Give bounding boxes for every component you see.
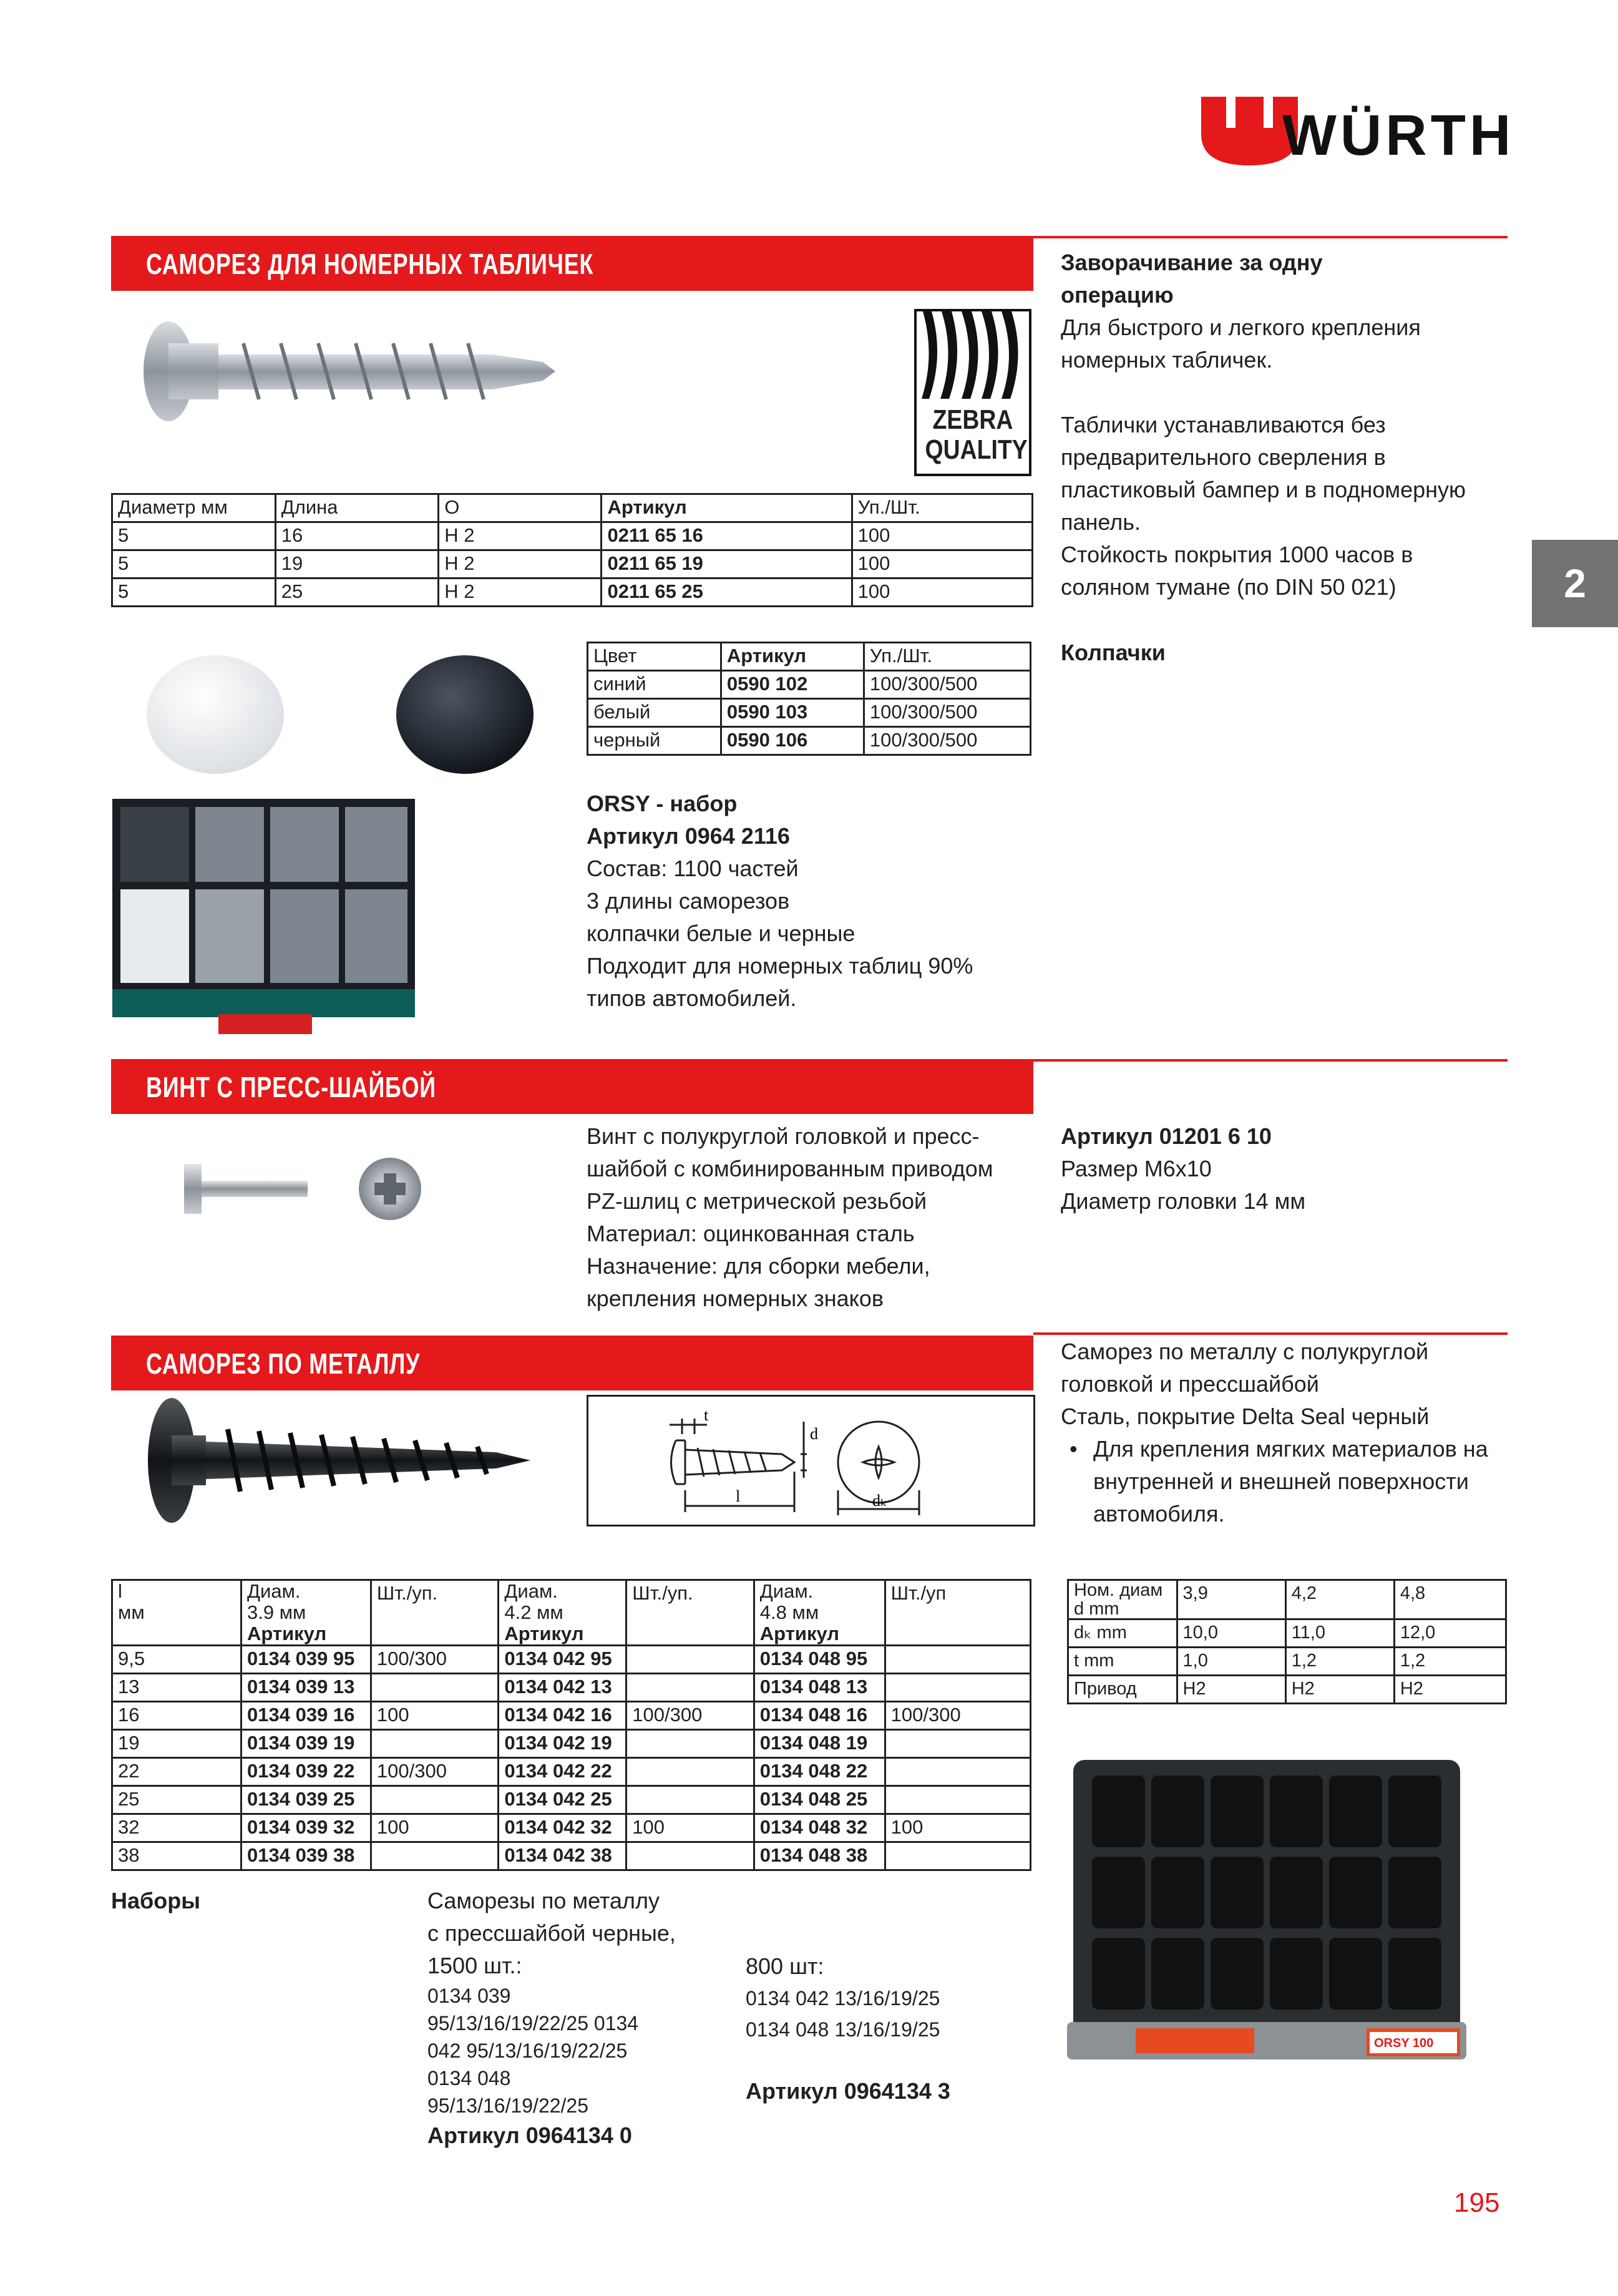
cell: H2 (1394, 1676, 1506, 1704)
cell: 1,2 (1285, 1648, 1394, 1676)
table-row (112, 1702, 1031, 1730)
cell (626, 1730, 754, 1758)
desc-line: Материал: оцинкованная сталь (587, 1221, 915, 1246)
cell: 16 (275, 522, 438, 550)
header-cell (112, 1580, 241, 1646)
desc-line: головкой и прессшайбой (1061, 1371, 1319, 1397)
article-cell: 0134 048 25 (754, 1786, 885, 1814)
cell (885, 1646, 1030, 1674)
cell: H2 (1285, 1676, 1394, 1704)
table-row (588, 671, 1031, 699)
cell: 100 (371, 1702, 499, 1730)
article-cell: 0134 048 16 (754, 1702, 885, 1730)
section-title: ВИНТ С ПРЕСС-ШАЙБОЙ (146, 1071, 436, 1103)
header-cell: O (439, 494, 602, 522)
screw-dimension-drawing (588, 1397, 1033, 1525)
cell (371, 1842, 499, 1870)
set-small-line: 0134 039 (427, 1985, 511, 2007)
header-cell (241, 1580, 371, 1646)
article-cell: 0211 65 19 (602, 550, 852, 579)
table-row (588, 727, 1031, 755)
desc-line: Таблички устанавливаются без (1061, 412, 1386, 437)
orsy-case-image (1055, 1754, 1479, 2072)
article-cell: 0134 039 32 (241, 1814, 371, 1842)
header-cell: Шт./уп (885, 1580, 1030, 1646)
article-cell: 0134 039 22 (241, 1758, 371, 1786)
section-title: САМОРЕЗ ДЛЯ НОМЕРНЫХ ТАБЛИЧЕК (146, 248, 594, 280)
header-rule (1033, 1332, 1508, 1335)
article-cell: 0134 039 25 (241, 1786, 371, 1814)
orsy-case-label: ORSY 100 (1374, 2036, 1434, 2050)
article-cell: 0590 103 (721, 699, 864, 727)
header-cell: Диаметр мм (112, 494, 276, 522)
drawing-label-dk: dₖ (872, 1492, 888, 1510)
desc-spacer (1061, 376, 1466, 409)
orsy-line: Состав: 1100 частей (587, 856, 799, 881)
zebra-quality-badge (914, 309, 1031, 476)
table-row (1068, 1619, 1506, 1648)
table-row (112, 1674, 1031, 1702)
section-header-plate-screw (111, 236, 1033, 291)
article-cell: 0134 042 16 (499, 1702, 626, 1730)
chapter-tab: 2 (1532, 540, 1618, 627)
cell: Привод (1068, 1676, 1177, 1704)
desc-line: предварительного сверления в (1061, 444, 1386, 470)
spec-line: Размер M6x10 (1061, 1156, 1212, 1181)
cell: 100 (852, 522, 1032, 550)
header-size: 4.2 мм (504, 1601, 563, 1623)
cell: 12,0 (1394, 1619, 1506, 1648)
cell: 11,0 (1285, 1619, 1394, 1648)
bullet-line: внутренней и внешней поверхности (1093, 1468, 1469, 1494)
plate-screw-table (111, 493, 1033, 607)
cell: 32 (112, 1814, 241, 1842)
cell: черный (588, 727, 721, 755)
cell (626, 1842, 754, 1870)
table-row (112, 1786, 1031, 1814)
set-small-line: 0134 048 13/16/19/25 (746, 2018, 940, 2041)
technical-drawing (587, 1395, 1035, 1527)
header-cell: Уп./Шт. (864, 643, 1030, 671)
cell (885, 1786, 1030, 1814)
cell: 16 (112, 1702, 241, 1730)
desc-line: номерных табличек. (1061, 347, 1273, 373)
table-row (588, 699, 1031, 727)
cell: 100/300 (371, 1758, 499, 1786)
cell: 10,0 (1177, 1619, 1285, 1648)
article-cell: 0134 048 32 (754, 1814, 885, 1842)
article-cell: 0134 039 38 (241, 1842, 371, 1870)
cell (885, 1842, 1030, 1870)
desc-line: соляном тумане (по DIN 50 021) (1061, 574, 1396, 600)
article-cell: 0134 048 22 (754, 1758, 885, 1786)
metal-screw-description (1061, 1336, 1488, 1530)
table-row (1068, 1648, 1506, 1676)
cell (626, 1674, 754, 1702)
cell: H 2 (439, 550, 602, 579)
header-cell: Артикул (602, 494, 852, 522)
header-l: l (118, 1580, 122, 1602)
dimensions-table (1067, 1579, 1507, 1704)
caps-title: Колпачки (1061, 640, 1166, 665)
cell: 38 (112, 1842, 241, 1870)
desc-title: Заворачивание за одну (1061, 250, 1323, 275)
header-mm: мм (118, 1601, 145, 1623)
cell: 100 (626, 1814, 754, 1842)
desc-line: Саморез по металлу с полукруглой (1061, 1339, 1429, 1364)
cell: белый (588, 699, 721, 727)
header-size: 4.8 мм (759, 1601, 819, 1623)
orsy-set-description (587, 788, 973, 1015)
desc-line: крепления номерных знаков (587, 1286, 884, 1311)
cell: 5 (112, 579, 276, 607)
table-header-row (112, 1580, 1031, 1646)
cell: 4,8 (1394, 1580, 1506, 1619)
cell: 9,5 (112, 1646, 241, 1674)
set-small-line: 0134 048 (427, 2067, 511, 2089)
header-rule (1033, 1059, 1508, 1062)
sets-label: Наборы (111, 1888, 200, 1913)
set-line: Саморезы по металлу (427, 1888, 660, 1913)
desc-line: Назначение: для сборки мебели, (587, 1253, 930, 1279)
set-small-line: 95/13/16/19/22/25 0134 (427, 2012, 639, 2035)
cell: 4,2 (1285, 1580, 1394, 1619)
cell: H 2 (439, 522, 602, 550)
drawing-label-l: l (736, 1487, 741, 1505)
article-cell: 0134 042 32 (499, 1814, 626, 1842)
table-header-row (112, 494, 1033, 522)
table-row (112, 550, 1033, 579)
press-washer-article: Артикул 01201 6 10 (1061, 1123, 1272, 1149)
cell: 25 (275, 579, 438, 607)
set-spacer (746, 2045, 950, 2075)
desc-line: Винт с полукруглой головкой и пресс- (587, 1123, 980, 1149)
article-cell: 0211 65 16 (602, 522, 852, 550)
table-row (1068, 1580, 1506, 1619)
desc-line: Стойкость покрытия 1000 часов в (1061, 542, 1413, 567)
bullet-line: автомобиля. (1093, 1501, 1225, 1527)
article-cell: 0134 042 95 (499, 1646, 626, 1674)
desc-line: PZ-шлиц с метрической резьбой (587, 1188, 927, 1214)
section-header-metal-screw (111, 1336, 1033, 1390)
quality-label: QUALITY (925, 434, 1028, 465)
set-line: 800 шт: (746, 1953, 824, 1979)
cell (885, 1758, 1030, 1786)
header-article: Артикул (247, 1623, 327, 1644)
desc-line: панель. (1061, 509, 1141, 535)
header-diam: Диам. (759, 1580, 814, 1602)
zebra-label: ZEBRA (932, 404, 1013, 435)
cell: H 2 (439, 579, 602, 607)
cell: 22 (112, 1758, 241, 1786)
article-cell: 0134 048 38 (754, 1842, 885, 1870)
article-cell: 0134 042 13 (499, 1674, 626, 1702)
header-cell: Уп./Шт. (852, 494, 1032, 522)
desc-title-2: операцию (1061, 282, 1174, 308)
cell: t mm (1068, 1648, 1177, 1676)
article-cell: 0134 039 16 (241, 1702, 371, 1730)
header-cell: Цвет (588, 643, 721, 671)
orsy-line: колпачки белые и черные (587, 921, 855, 946)
cell: 5 (112, 550, 276, 579)
set-article: Артикул 0964134 3 (746, 2078, 950, 2104)
brand-name: WÜRTH (1282, 104, 1515, 167)
section1-description (1061, 247, 1466, 603)
drawing-label-t: t (704, 1406, 709, 1424)
header-article: Артикул (504, 1623, 584, 1644)
drawing-label-d: d (810, 1425, 818, 1443)
header-cell (754, 1580, 885, 1646)
wurth-logo (1201, 97, 1513, 165)
page-number: 195 (1454, 2187, 1500, 2218)
article-cell: 0134 048 19 (754, 1730, 885, 1758)
orsy-line: Подходит для номерных таблиц 90% (587, 953, 973, 979)
cell: 1,2 (1394, 1648, 1506, 1676)
bullet-item (1061, 1433, 1488, 1465)
header-cell (499, 1580, 626, 1646)
cell (626, 1758, 754, 1786)
article-cell: 0590 102 (721, 671, 864, 699)
cell: 100/300/500 (864, 699, 1030, 727)
set-line: 1500 шт.: (427, 1953, 522, 1978)
cell: 1,0 (1177, 1648, 1285, 1676)
article-cell: 0134 042 22 (499, 1758, 626, 1786)
desc-line: Для быстрого и легкого крепления (1061, 315, 1421, 340)
article-cell: 0134 042 38 (499, 1842, 626, 1870)
sets-col1 (427, 1885, 676, 2152)
cell (626, 1786, 754, 1814)
table-row (112, 522, 1033, 550)
header-cell: Шт./уп. (626, 1580, 754, 1646)
header-diam: Диам. (247, 1580, 301, 1602)
caps-table (587, 642, 1031, 756)
cell: 3,9 (1177, 1580, 1285, 1619)
cell: 5 (112, 522, 276, 550)
orsy-article: Артикул 0964 2116 (587, 823, 790, 849)
desc-line: шайбой с комбинированным приводом (587, 1156, 993, 1181)
metal-screw-image (147, 1395, 540, 1526)
table-header-row (588, 643, 1031, 671)
table-row (112, 1842, 1031, 1870)
article-cell: 0134 042 19 (499, 1730, 626, 1758)
table-row (112, 1646, 1031, 1674)
cell: синий (588, 671, 721, 699)
table-row (112, 1758, 1031, 1786)
cell (371, 1730, 499, 1758)
press-washer-description (587, 1120, 993, 1315)
cell: 100/300 (371, 1646, 499, 1674)
cell: 100 (885, 1814, 1030, 1842)
article-cell: 0134 048 13 (754, 1674, 885, 1702)
article-cell: 0590 106 (721, 727, 864, 755)
zebra-stripes-icon (917, 311, 1029, 399)
article-cell: 0134 039 19 (241, 1730, 371, 1758)
sets-col2 (746, 1950, 950, 2108)
cell: 100/300 (885, 1702, 1030, 1730)
cell: 100/300 (626, 1702, 754, 1730)
cell: 19 (275, 550, 438, 579)
caps-image (140, 643, 540, 780)
set-article: Артикул 0964134 0 (427, 2123, 632, 2148)
cell (626, 1646, 754, 1674)
header-article: Артикул (759, 1623, 839, 1644)
desc-line: пластиковый бампер и в подномерную (1061, 477, 1466, 502)
set-small-line: 0134 042 13/16/19/25 (746, 1987, 940, 2010)
desc-line: Сталь, покрытие Delta Seal черный (1061, 1404, 1430, 1429)
cell (371, 1674, 499, 1702)
cell (885, 1674, 1030, 1702)
section-title: САМОРЕЗ ПО МЕТАЛЛУ (146, 1347, 421, 1380)
header-diam: Диам. (504, 1580, 558, 1602)
orsy-title: ORSY - набор (587, 791, 738, 816)
cell: dₖ mm (1068, 1619, 1177, 1648)
cell: 13 (112, 1674, 241, 1702)
header-cell: Длина (275, 494, 438, 522)
cell: H2 (1177, 1676, 1285, 1704)
metal-screw-table (111, 1579, 1031, 1871)
cell (371, 1786, 499, 1814)
table-row (1068, 1676, 1506, 1704)
cell: 100 (852, 579, 1032, 607)
orsy-set-image (109, 796, 418, 1036)
cell: 100 (371, 1814, 499, 1842)
bullet-dot-icon: • (1070, 1436, 1078, 1462)
article-cell: 0134 042 25 (499, 1786, 626, 1814)
press-washer-specs (1061, 1120, 1305, 1218)
table-row (112, 1730, 1031, 1758)
cell: 100/300/500 (864, 671, 1030, 699)
cell: 100 (852, 550, 1032, 579)
cell: Ном. диам d mm (1068, 1580, 1177, 1619)
header-rule (1033, 236, 1508, 238)
header-cell: Шт./уп. (371, 1580, 499, 1646)
table-row (112, 1814, 1031, 1842)
set-line: с прессшайбой черные, (427, 1920, 676, 1946)
set-small-line: 042 95/13/16/19/22/25 (427, 2040, 628, 2062)
article-cell: 0134 039 95 (241, 1646, 371, 1674)
bullet-line: Для крепления мягких материалов на (1093, 1436, 1488, 1462)
article-cell: 0211 65 25 (602, 579, 852, 607)
article-cell: 0134 039 13 (241, 1674, 371, 1702)
cell: 19 (112, 1730, 241, 1758)
plate-screw-image (144, 318, 568, 424)
cell: 100/300/500 (864, 727, 1030, 755)
cell (885, 1730, 1030, 1758)
table-row (112, 579, 1033, 607)
orsy-line: 3 длины саморезов (587, 888, 790, 914)
article-cell: 0134 048 95 (754, 1646, 885, 1674)
header-size: 3.9 мм (247, 1601, 306, 1623)
header-cell: Артикул (721, 643, 864, 671)
section-header-press-washer (111, 1059, 1033, 1114)
orsy-line: типов автомобилей. (587, 985, 797, 1011)
cell: 25 (112, 1786, 241, 1814)
press-washer-screw-image (178, 1148, 440, 1229)
spec-line: Диаметр головки 14 мм (1061, 1188, 1306, 1214)
set-small-line: 95/13/16/19/22/25 (427, 2094, 589, 2117)
